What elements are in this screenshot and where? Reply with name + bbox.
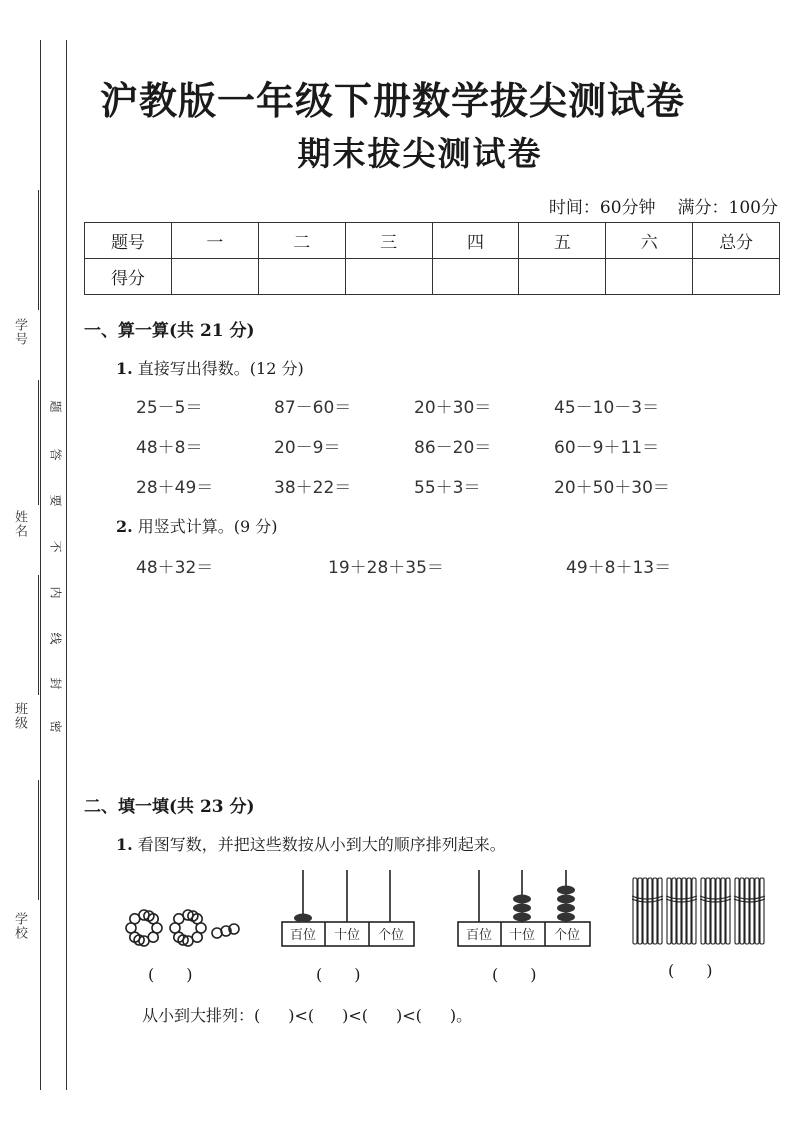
abacus-label-hundreds: 百位 [289,928,317,943]
score-entry-cell[interactable] [258,259,345,295]
question-number: 1. [116,835,133,854]
score-table-header-row [85,223,780,259]
expression: 20＋30＝ [414,398,492,418]
student-id-line [38,190,39,310]
abacus-bead-icon [557,886,575,895]
ordering-separator: )<( [342,1006,369,1025]
question-1-2 [116,514,278,537]
abacus-picture-2 [454,866,594,948]
stick-bundles-picture [632,876,772,948]
question-text: 直接写出得数。(12 分) [137,359,304,378]
bead-rings-picture [120,905,250,951]
school-line [38,780,39,900]
expression: 60－9＋11＝ [554,438,660,458]
stick-bundle-icon [700,878,731,944]
ordering-separator: )<( [288,1006,315,1025]
abacus-bead-icon [294,914,312,923]
score-entry-cell[interactable] [519,259,606,295]
seal-char: 线 [48,632,63,645]
expression: 87－60＝ [274,398,352,418]
question-text: 看图写数，并把这些数按从小到大的顺序排列起来。 [137,835,506,854]
school-label: 学校 [12,912,27,940]
expression: 55＋3＝ [414,478,481,498]
score-entry-cell[interactable] [693,259,780,295]
section-1-title: 一、算一算(共 21 分) [84,321,255,341]
abacus-bead-icon [513,895,531,904]
table-cell: 题号 [85,223,172,259]
ordering-separator: )<( [396,1006,422,1025]
score-table-score-row [85,259,780,295]
score-entry-cell[interactable] [606,259,693,295]
abacus-label-tens: 十位 [333,928,361,943]
expression: 48＋8＝ [136,438,203,458]
abacus-label-ones: 个位 [377,928,405,943]
abacus-bead-icon [557,895,575,904]
question-1-1 [116,356,304,379]
expression: 45－10－3＝ [554,398,660,418]
score-entry-cell[interactable] [345,259,432,295]
full-score: 满分：100分 [677,198,778,218]
expression: 25－5＝ [136,398,203,418]
seal-char: 要 [48,494,63,507]
vertical-calc-item: 19＋28＋35＝ [328,558,444,578]
page-subtitle: 期末拔尖测试卷 [297,134,543,173]
question-number: 2. [116,517,133,536]
expression: 20＋50＋30＝ [554,478,670,498]
table-cell: 三 [345,223,432,259]
seal-char: 密 [48,720,63,733]
bead-ring-icon [126,910,162,946]
abacus-bead-icon [513,913,531,922]
abacus-label-hundreds: 百位 [465,928,493,943]
bead-ring-icon [170,910,206,946]
name-label: 姓名 [12,510,27,538]
vertical-calc-item: 48＋32＝ [136,558,214,578]
page-title: 沪教版一年级下册数学拔尖测试卷 [100,78,686,123]
time-limit: 时间：60分钟 [548,198,656,218]
student-id-label: 学号 [12,318,27,346]
section-2-title: 二、填一填(共 23 分) [84,797,255,817]
answer-blank[interactable]: ( ) [492,965,537,984]
score-entry-cell[interactable] [432,259,519,295]
question-text: 用竖式计算。(9 分) [137,517,278,536]
class-label: 班级 [12,702,27,730]
abacus-bead-icon [557,904,575,913]
seal-char: 封 [48,677,63,690]
name-line [38,380,39,505]
table-cell: 五 [519,223,606,259]
abacus-bead-icon [557,913,575,922]
abacus-label-ones: 个位 [553,928,581,943]
answer-blank[interactable]: ( ) [148,965,193,984]
seal-char: 不 [48,540,63,553]
ordering-prefix: 从小到大排列：( [142,1006,261,1025]
stick-bundle-icon [734,878,765,944]
abacus-label-tens: 十位 [508,928,536,943]
abacus-picture-1 [278,866,418,948]
binding-line-outer [40,40,41,1090]
expression: 86－20＝ [414,438,492,458]
table-cell: 得分 [85,259,172,295]
question-2-1 [116,832,506,855]
answer-blank[interactable]: ( ) [668,961,713,980]
table-cell: 四 [432,223,519,259]
table-cell: 二 [258,223,345,259]
question-number: 1. [116,359,133,378]
ordering-end: )。 [449,1006,473,1025]
expression: 38＋22＝ [274,478,352,498]
vertical-calc-item: 49＋8＋13＝ [566,558,672,578]
stick-bundle-icon [632,878,663,944]
abacus-bead-icon [513,904,531,913]
stick-bundle-icon [666,878,697,944]
seal-char: 题 [48,400,63,413]
seal-char: 内 [48,586,63,599]
exam-meta [549,193,778,218]
expression: 20－9＝ [274,438,341,458]
class-line [38,575,39,695]
score-table [84,222,780,295]
expression: 28＋49＝ [136,478,214,498]
seal-char: 答 [48,448,63,461]
table-cell: 六 [606,223,693,259]
ordering-line [142,1003,472,1026]
answer-blank[interactable]: ( ) [316,965,361,984]
score-entry-cell[interactable] [171,259,258,295]
table-cell: 一 [171,223,258,259]
binding-line-inner [66,40,67,1090]
table-cell: 总分 [693,223,780,259]
